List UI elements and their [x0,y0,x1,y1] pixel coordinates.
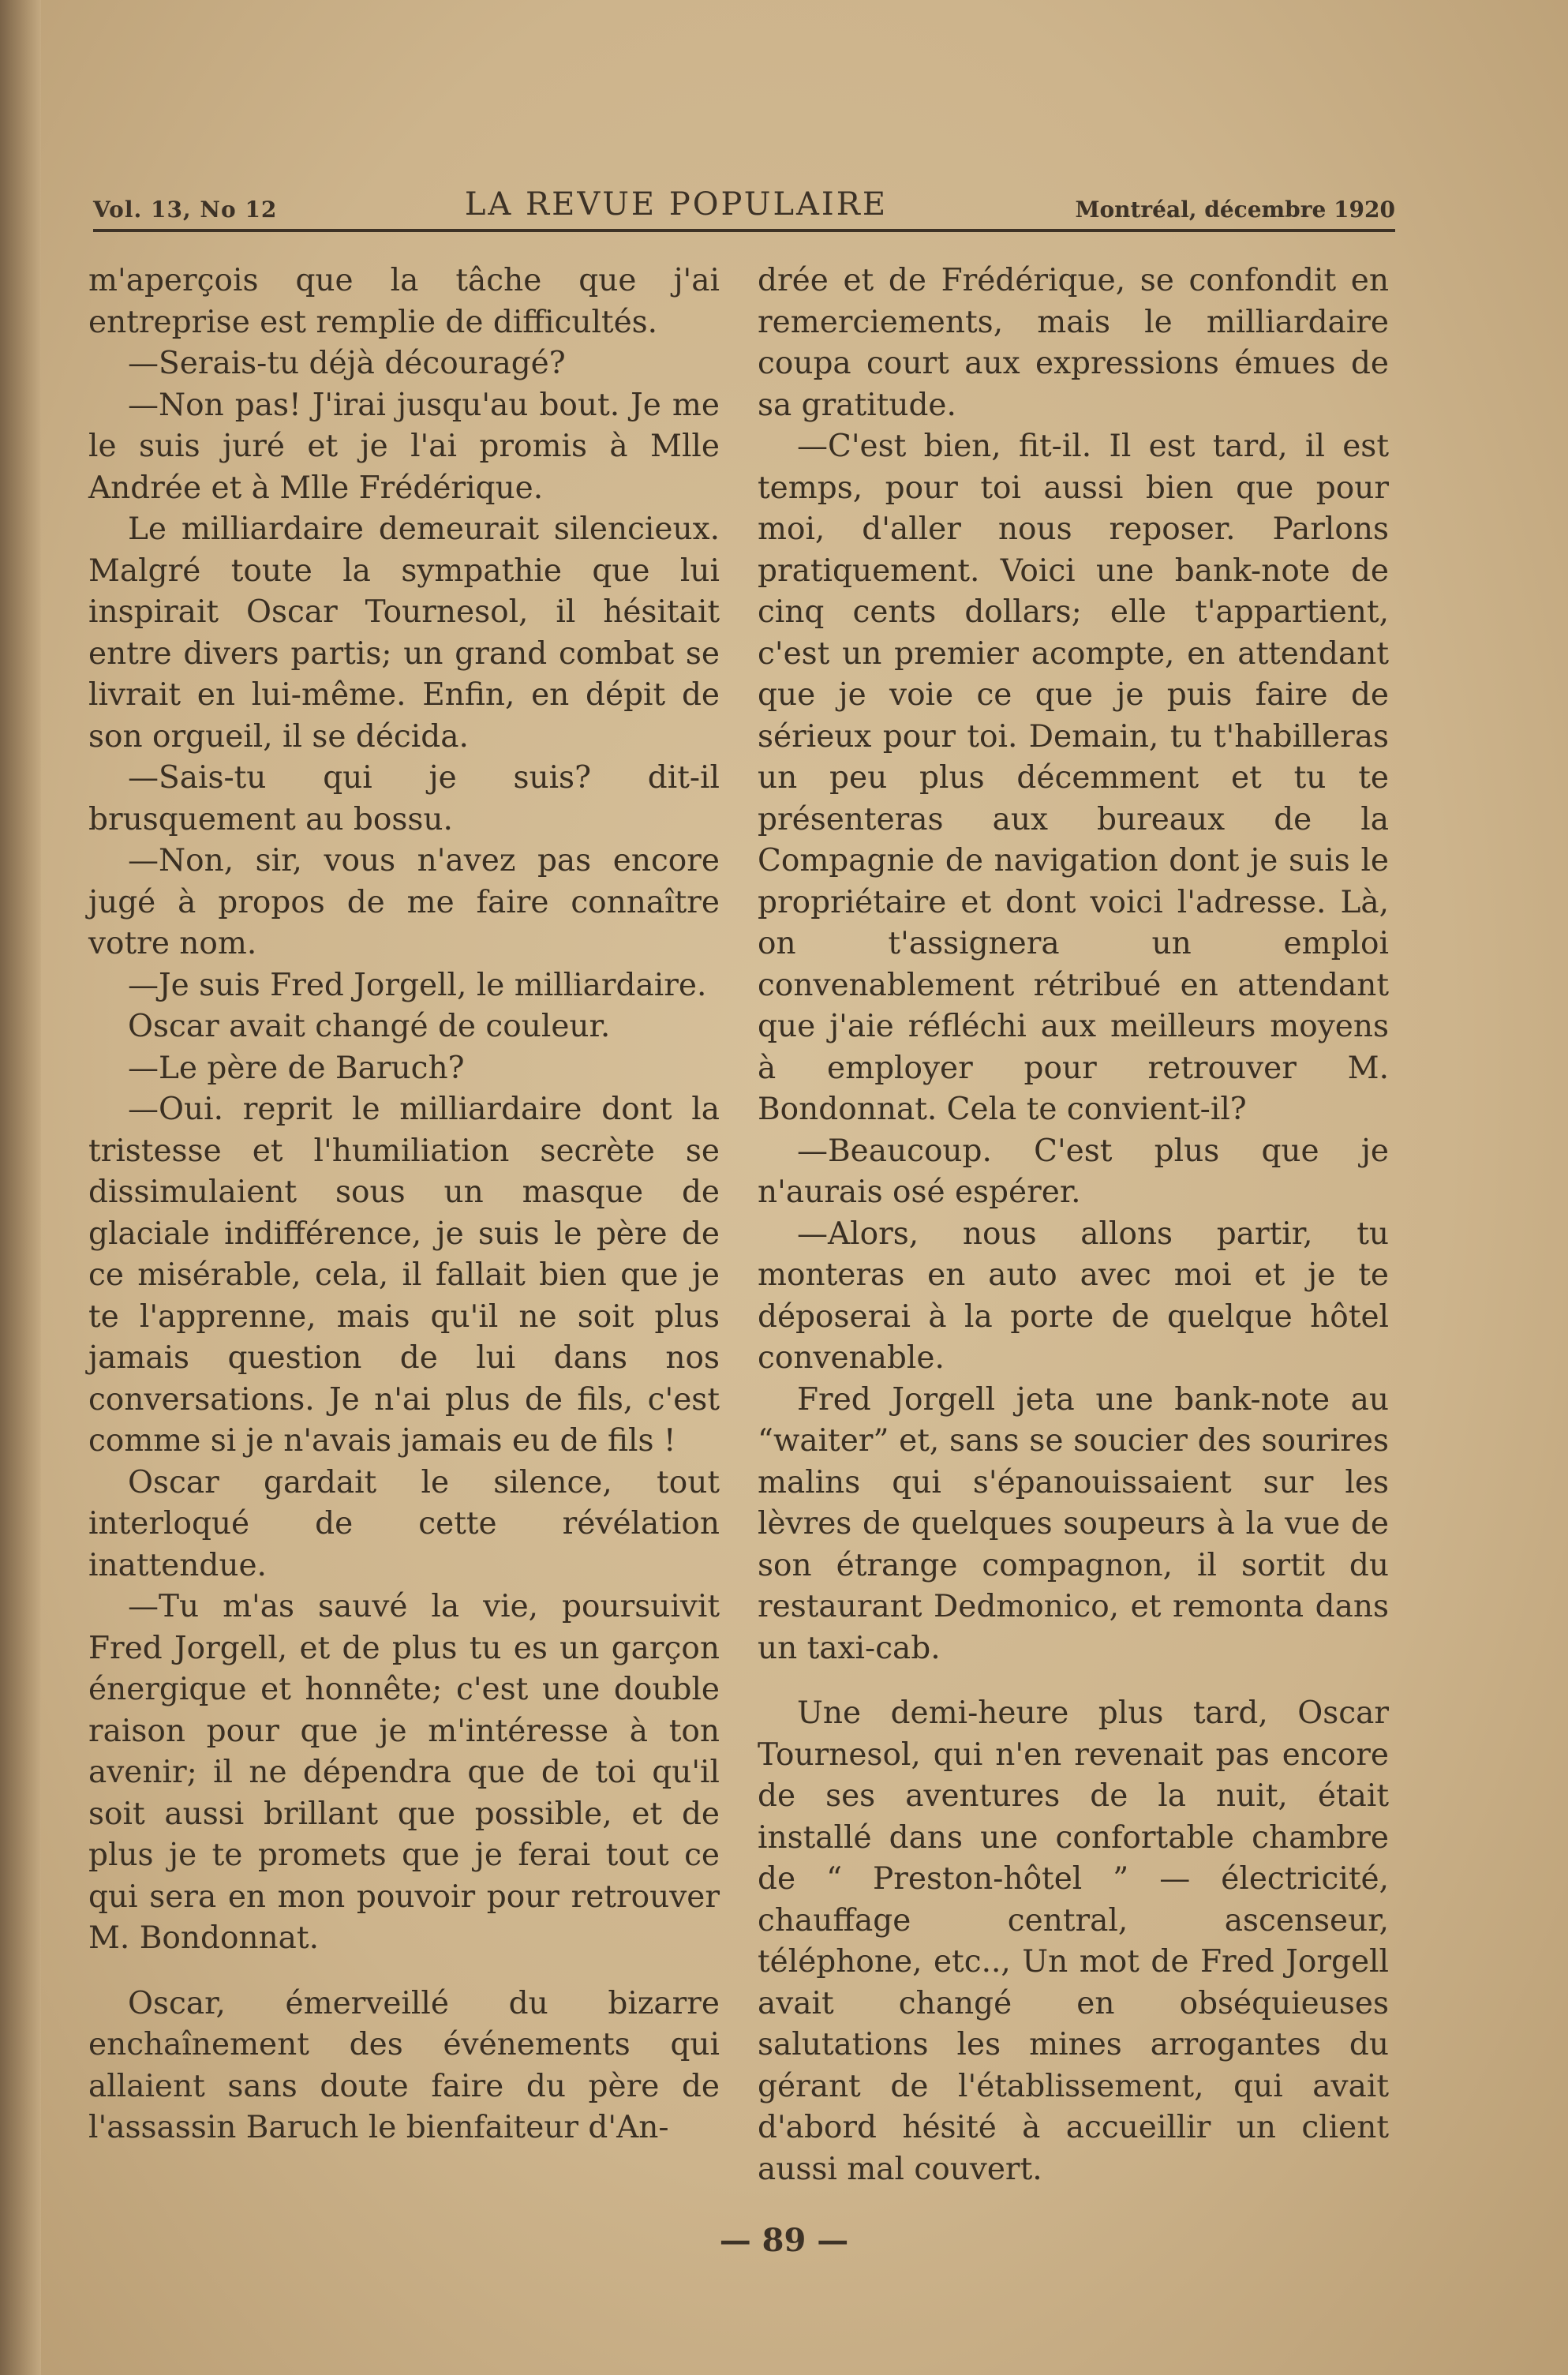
issue-date: Montréal, décembre 1920 [1075,197,1395,223]
paragraph: —Non pas! J'irai jusqu'au bout. Je me le suis juré et je l'ai promis à Mlle Andrée et à Mlle Frédérique. [88,387,720,506]
paragraph: —Tu m'as sauvé la vie, poursuivit Fred Jorgell, et de plus tu es un garçon énergique et honnête; c'est une double raison pour que je m'intéresse à ton avenir; il ne dépendra que de toi qu'il soit aussi brillant que possible, et de plus je te promets que je ferai tout ce qui sera en mon pouvoir pour retrouver M. Bondonnat. [88,1589,720,1956]
page-number: — 89 — [719,2222,849,2259]
paragraph: m'aperçois que la tâche que j'ai entreprise est remplie de difficultés. [88,263,720,340]
paragraph: —C'est bien, fit-il. Il est tard, il est temps, pour toi aussi bien que pour moi, d'aller nous reposer. Parlons pratiquement. Voici une bank-note de cinq cents dollars; elle t'appartient, c'est un premier acompte, en attendant que je voie ce que je puis faire de sérieux pour toi. Demain, tu t'habilleras un peu plus décemment et tu te présenteras aux bureaux de la Compagnie de navigation dont je suis le propriétaire et dont voici l'adresse. Là, on t'assignera un emploi convenablement rétribué en attendant que j'aie réfléchi aux meilleurs moyens à employer pour retrouver M. Bondonnat. Cela te convient-il? [758,429,1389,1127]
paragraph: Oscar, émerveillé du bizarre enchaînement des événements qui allaient sans doute faire du père de l'assassin Baruch le bienfaiteur d'An- [88,1985,720,2145]
header-rule [93,229,1395,232]
paragraph: —Beaucoup. C'est plus que je n'aurais osé espérer. [758,1133,1389,1210]
paragraph: —Sais-tu qui je suis? dit-il brusquement au bossu. [88,760,720,837]
paragraph: Le milliardaire demeurait silencieux. Malgré toute la sympathie que lui inspirait Oscar Tournesol, il hésitait entre divers partis; un grand combat se livrait en lui-même. Enfin, en dépit de son orgueil, il se décida. [88,511,720,755]
volume-number: Vol. 13, No 12 [93,197,278,223]
paragraph: Oscar gardait le silence, tout interloqué de cette révélation inattendue. [88,1464,720,1583]
paragraph: —Oui. reprit le milliardaire dont la tristesse et l'humiliation secrète se dissimulaient sous un masque de glaciale indifférence, je suis le père de ce misérable, cela, il fallait bien que je te l'apprenne, mais qu'il ne soit plus jamais question de lui dans nos conversations. Je n'ai plus de fils, c'est comme si je n'avais jamais eu de fils ! [88,1092,720,1459]
right-column [758,260,1389,2190]
paragraph: drée et de Frédérique, se confondit en remerciements, mais le milliardaire coupa court aux expressions émues de sa gratitude. [758,263,1389,423]
paragraph: —Je suis Fred Jorgell, le milliardaire. [128,967,707,1003]
paragraph: —Le père de Baruch? [128,1050,465,1086]
paragraph: —Alors, nous allons partir, tu monteras en auto avec moi et je te déposerai à la porte de quelque hôtel convenable. [758,1216,1389,1376]
paragraph: —Serais-tu déjà découragé? [128,346,566,381]
paragraph: Oscar avait changé de couleur. [128,1009,611,1044]
paragraph: —Non, sir, vous n'avez pas encore jugé à propos de me faire connaître votre nom. [88,843,720,961]
page-header [93,175,1395,223]
paragraph: Une demi-heure plus tard, Oscar Tournesol, qui n'en revenait pas encore de ses aventures de la nuit, était installé dans une confortable chambre de “ Preston-hôtel ” — électricité, chauffage central, ascenseur, téléphone, etc.., Un mot de Fred Jorgell avait changé en obséquieuses salutations les mines arrogantes du gérant de l'établissement, qui avait d'abord hésité à accueillir un client aussi mal couvert. [758,1695,1389,2187]
page-binding-edge [0,0,41,2375]
paragraph: Fred Jorgell jeta une bank-note au “waiter” et, sans se soucier des sourires malins qui s'épanouissaient sur les lèvres de quelques soupeurs à la vue de son étrange compagnon, il sortit du restaurant Dedmonico, et remonta dans un taxi-cab. [758,1381,1389,1666]
publication-title: LA REVUE POPULAIRE [464,186,889,223]
left-column [88,260,720,2149]
